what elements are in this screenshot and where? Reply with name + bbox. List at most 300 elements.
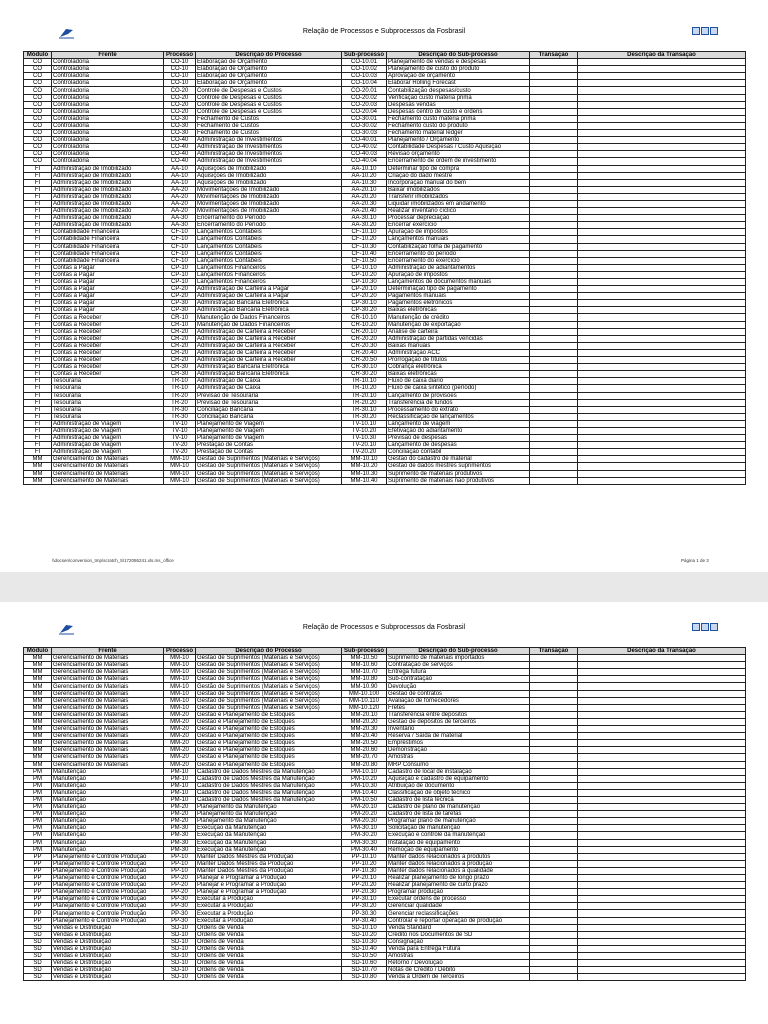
- cell-descricao-processo: Gestão de Suprimentos (Materiais e Serviços): [196, 456, 342, 463]
- cell-descricao-processo: Elaboração de Orçamento: [196, 59, 342, 66]
- cell-descricao-subprocesso: Reserva / Saída de material: [387, 733, 530, 740]
- cell-descricao-subprocesso: Cadastro de lista de tarefas: [387, 811, 530, 818]
- cell-transacao: [530, 896, 578, 903]
- cell-frente: Manutenção: [52, 818, 164, 825]
- cell-descricao-subprocesso: Gestão de depósitos de terceiros: [387, 718, 530, 725]
- table-header-row: [24, 52, 746, 59]
- table-row: [24, 59, 746, 66]
- cell-module: MM: [24, 655, 52, 662]
- cell-descricao-subprocesso: Empréstimos: [387, 740, 530, 747]
- cell-transacao: [530, 236, 578, 243]
- cell-subprocesso: CO-10.03: [342, 73, 387, 80]
- cell-processo: MM-20: [164, 726, 196, 733]
- cell-processo: CO-20: [164, 108, 196, 115]
- cell-frente: Controladoria: [52, 122, 164, 129]
- cell-descricao-subprocesso: Crédito nos Documentos de SD: [387, 931, 530, 938]
- cell-frente: Tesouraria: [52, 399, 164, 406]
- cell-frente: Manutenção: [52, 839, 164, 846]
- cell-descricao-processo: Controle de Despesas e Custos: [196, 87, 342, 94]
- cell-frente: Gerenciamento de Materiais: [52, 676, 164, 683]
- cell-descricao-subprocesso: Lançamento de despesas: [387, 442, 530, 449]
- cell-subprocesso: CP-20.20: [342, 293, 387, 300]
- cell-transacao: [530, 967, 578, 974]
- process-table: [23, 51, 746, 485]
- cell-transacao: [530, 101, 578, 108]
- cell-module: MM: [24, 669, 52, 676]
- table-row: [24, 662, 746, 669]
- cell-frente: Gerenciamento de Materiais: [52, 456, 164, 463]
- cell-descricao-subprocesso: Cadastro de plano de manutenção: [387, 804, 530, 811]
- cell-processo: CR-30: [164, 364, 196, 371]
- cell-subprocesso: MM-10.10: [342, 456, 387, 463]
- cell-processo: CO-30: [164, 130, 196, 137]
- cell-descricao-transacao: [578, 676, 746, 683]
- cell-frente: Manutenção: [52, 846, 164, 853]
- table-row: [24, 378, 746, 385]
- cell-module: PM: [24, 775, 52, 782]
- cell-transacao: [530, 94, 578, 101]
- cell-descricao-processo: Administração Bancária Eletrônica: [196, 364, 342, 371]
- cell-frente: Planejamento e Controle Produção: [52, 853, 164, 860]
- cell-subprocesso: TR-10.10: [342, 378, 387, 385]
- cell-transacao: [530, 151, 578, 158]
- cell-processo: MM-20: [164, 733, 196, 740]
- cell-frente: Controladoria: [52, 87, 164, 94]
- cell-descricao-subprocesso: Cobrança eletrônica: [387, 364, 530, 371]
- cell-subprocesso: CO-40.02: [342, 144, 387, 151]
- table-row: [24, 144, 746, 151]
- cell-transacao: [530, 733, 578, 740]
- cell-frente: Planejamento e Controle Produção: [52, 903, 164, 910]
- table-row: [24, 413, 746, 420]
- cell-processo: CO-40: [164, 144, 196, 151]
- table-row: [24, 151, 746, 158]
- cell-transacao: [530, 456, 578, 463]
- cell-module: SD: [24, 945, 52, 952]
- cell-descricao-subprocesso: Realizar planejamento de curto prazo: [387, 882, 530, 889]
- cell-descricao-transacao: [578, 87, 746, 94]
- cell-processo: PM-30: [164, 839, 196, 846]
- table-row: [24, 804, 746, 811]
- cell-descricao-processo: Movimentações de Imobilizado: [196, 193, 342, 200]
- cell-transacao: [530, 931, 578, 938]
- cell-descricao-subprocesso: Controlar e reportar operação de produção: [387, 917, 530, 924]
- cell-descricao-processo: Aquisições de Imobilizado: [196, 172, 342, 179]
- cell-frente: Gerenciamento de Materiais: [52, 690, 164, 697]
- cell-descricao-transacao: [578, 73, 746, 80]
- cell-module: FI: [24, 172, 52, 179]
- cell-descricao-subprocesso: Suprimento de materiais importados: [387, 655, 530, 662]
- cell-processo: MM-20: [164, 718, 196, 725]
- cell-descricao-subprocesso: Contabilização folha de pagamento: [387, 243, 530, 250]
- cell-descricao-transacao: [578, 179, 746, 186]
- cell-transacao: [530, 903, 578, 910]
- cell-subprocesso: SD-10.40: [342, 945, 387, 952]
- cell-module: SD: [24, 974, 52, 981]
- cell-subprocesso: CR-20.20: [342, 335, 387, 342]
- table-row: [24, 193, 746, 200]
- cell-descricao-subprocesso: Administração de partidas vencidas: [387, 335, 530, 342]
- cell-descricao-transacao: [578, 307, 746, 314]
- table-row: [24, 158, 746, 165]
- cell-processo: TR-30: [164, 413, 196, 420]
- cell-frente: Planejamento e Controle Produção: [52, 875, 164, 882]
- cell-descricao-processo: Manutenção de Dados Financeiros: [196, 321, 342, 328]
- cell-processo: CO-30: [164, 115, 196, 122]
- cell-descricao-transacao: [578, 243, 746, 250]
- cell-transacao: [530, 711, 578, 718]
- cell-descricao-transacao: [578, 846, 746, 853]
- cell-frente: Gerenciamento de Materiais: [52, 477, 164, 484]
- cell-module: PP: [24, 910, 52, 917]
- cell-processo: CF-10: [164, 257, 196, 264]
- table-row: [24, 655, 746, 662]
- cell-transacao: [530, 314, 578, 321]
- cell-subprocesso: PM-30.10: [342, 825, 387, 832]
- cell-processo: CO-10: [164, 59, 196, 66]
- cell-descricao-subprocesso: Apuração de impostos: [387, 229, 530, 236]
- cell-descricao-transacao: [578, 811, 746, 818]
- cell-descricao-subprocesso: Verificação custo matéria prima: [387, 94, 530, 101]
- cell-subprocesso: PP-30.40: [342, 917, 387, 924]
- cell-processo: PM-20: [164, 811, 196, 818]
- cell-subprocesso: CR-20.40: [342, 349, 387, 356]
- cell-descricao-processo: Administração de Investimentos: [196, 151, 342, 158]
- cell-processo: PP-20: [164, 889, 196, 896]
- cell-descricao-subprocesso: Lançamento de provisões: [387, 392, 530, 399]
- cell-frente: Contas a Pagar: [52, 271, 164, 278]
- cell-descricao-transacao: [578, 427, 746, 434]
- cell-subprocesso: PP-10.30: [342, 867, 387, 874]
- cell-frente: Planejamento e Controle Produção: [52, 867, 164, 874]
- cell-descricao-processo: Controle de Despesas e Custos: [196, 101, 342, 108]
- cell-descricao-transacao: [578, 186, 746, 193]
- cell-subprocesso: PM-10.10: [342, 768, 387, 775]
- cell-frente: Administração de Imobilizado: [52, 193, 164, 200]
- cell-descricao-processo: Administração de Investimentos: [196, 158, 342, 165]
- cell-subprocesso: MM-20.30: [342, 726, 387, 733]
- cell-descricao-subprocesso: Notas de Crédito / Débito: [387, 967, 530, 974]
- table-row: [24, 860, 746, 867]
- table-row: [24, 293, 746, 300]
- cell-transacao: [530, 938, 578, 945]
- cell-module: SD: [24, 924, 52, 931]
- cell-processo: AA-10: [164, 165, 196, 172]
- cell-processo: PP-10: [164, 867, 196, 874]
- table-row: [24, 832, 746, 839]
- cell-descricao-subprocesso: Gestão de dados mestres suprimentos: [387, 463, 530, 470]
- cell-processo: MM-10: [164, 690, 196, 697]
- cell-module: PP: [24, 875, 52, 882]
- cell-descricao-processo: Conciliação Bancária: [196, 406, 342, 413]
- cell-frente: Tesouraria: [52, 406, 164, 413]
- cell-descricao-transacao: [578, 314, 746, 321]
- cell-descricao-transacao: [578, 144, 746, 151]
- cell-subprocesso: SD-10.60: [342, 960, 387, 967]
- cell-module: MM: [24, 676, 52, 683]
- cell-frente: Contas a Receber: [52, 342, 164, 349]
- cell-module: FI: [24, 229, 52, 236]
- cell-descricao-subprocesso: Processar depreciação: [387, 215, 530, 222]
- table-row: [24, 392, 746, 399]
- cell-descricao-transacao: [578, 264, 746, 271]
- cell-descricao-transacao: [578, 740, 746, 747]
- cell-module: PM: [24, 839, 52, 846]
- cell-descricao-processo: Gestão de Suprimentos (Materiais e Serviços): [196, 470, 342, 477]
- cell-descricao-processo: Administração de Carteira a Pagar: [196, 286, 342, 293]
- table-row: [24, 80, 746, 87]
- table-row: [24, 137, 746, 144]
- cell-frente: Contas a Pagar: [52, 307, 164, 314]
- cell-descricao-processo: Executar a Produção: [196, 917, 342, 924]
- cell-transacao: [530, 839, 578, 846]
- cell-transacao: [530, 172, 578, 179]
- cell-descricao-transacao: [578, 271, 746, 278]
- cell-transacao: [530, 882, 578, 889]
- cell-subprocesso: MM-10.60: [342, 662, 387, 669]
- cell-subprocesso: AA-20.20: [342, 193, 387, 200]
- table-row: [24, 208, 746, 215]
- cell-processo: AA-20: [164, 200, 196, 207]
- cell-processo: CO-40: [164, 137, 196, 144]
- cell-subprocesso: MM-10.20: [342, 463, 387, 470]
- cell-frente: Gerenciamento de Materiais: [52, 754, 164, 761]
- table-row: [24, 931, 746, 938]
- cell-descricao-transacao: [578, 172, 746, 179]
- cell-module: FI: [24, 357, 52, 364]
- table-row: [24, 960, 746, 967]
- table-row: [24, 66, 746, 73]
- cell-descricao-subprocesso: Entrega futura: [387, 669, 530, 676]
- table-row: [24, 357, 746, 364]
- cell-descricao-transacao: [578, 286, 746, 293]
- cell-module: FI: [24, 449, 52, 456]
- cell-transacao: [530, 115, 578, 122]
- cell-processo: TV-20: [164, 449, 196, 456]
- cell-transacao: [530, 300, 578, 307]
- cell-frente: Controladoria: [52, 115, 164, 122]
- cell-frente: Contas a Pagar: [52, 279, 164, 286]
- cell-module: FI: [24, 236, 52, 243]
- cell-subprocesso: PP-10.20: [342, 860, 387, 867]
- cell-descricao-processo: Movimentações de Imobilizado: [196, 208, 342, 215]
- cell-processo: PM-20: [164, 804, 196, 811]
- cell-module: PP: [24, 867, 52, 874]
- table-row: [24, 718, 746, 725]
- cell-subprocesso: SD-10.10: [342, 924, 387, 931]
- cell-module: FI: [24, 406, 52, 413]
- cell-descricao-subprocesso: Planejamento de custo do produto: [387, 66, 530, 73]
- cell-descricao-processo: Manter Dados Mestres da Produção: [196, 867, 342, 874]
- cell-processo: SD-10: [164, 931, 196, 938]
- cell-transacao: [530, 726, 578, 733]
- cell-descricao-subprocesso: Gerenciar reclassificações: [387, 910, 530, 917]
- cell-descricao-processo: Executar a Produção: [196, 903, 342, 910]
- cell-descricao-subprocesso: Venda para Entrega Futura: [387, 945, 530, 952]
- cell-transacao: [530, 80, 578, 87]
- cell-transacao: [530, 775, 578, 782]
- cell-descricao-processo: Planejar e Programar a Produção: [196, 875, 342, 882]
- cell-processo: TR-10: [164, 385, 196, 392]
- cell-subprocesso: MM-20.20: [342, 718, 387, 725]
- cell-processo: CR-20: [164, 335, 196, 342]
- cell-descricao-subprocesso: Determinação tipo de pagamento: [387, 286, 530, 293]
- cell-frente: Contabilidade Financeira: [52, 257, 164, 264]
- cell-subprocesso: CR-20.50: [342, 357, 387, 364]
- cell-subprocesso: CO-10.04: [342, 80, 387, 87]
- cell-module: MM: [24, 704, 52, 711]
- table-row: [24, 122, 746, 129]
- cell-descricao-processo: Administração de Caixa: [196, 378, 342, 385]
- cell-descricao-transacao: [578, 406, 746, 413]
- table-row: [24, 818, 746, 825]
- cell-subprocesso: AA-30.20: [342, 222, 387, 229]
- cell-module: FI: [24, 435, 52, 442]
- table-row: [24, 328, 746, 335]
- cell-descricao-transacao: [578, 931, 746, 938]
- cell-descricao-transacao: [578, 867, 746, 874]
- cell-descricao-transacao: [578, 279, 746, 286]
- cell-frente: Gerenciamento de Materiais: [52, 470, 164, 477]
- cell-processo: CF-10: [164, 243, 196, 250]
- cell-module: MM: [24, 662, 52, 669]
- cell-module: PM: [24, 789, 52, 796]
- cell-processo: CO-20: [164, 101, 196, 108]
- cell-descricao-transacao: [578, 470, 746, 477]
- cell-processo: MM-10: [164, 477, 196, 484]
- cell-descricao-subprocesso: Encerramento do exercício: [387, 257, 530, 264]
- cell-processo: TV-20: [164, 442, 196, 449]
- cell-descricao-subprocesso: Prorrogação de títulos: [387, 357, 530, 364]
- cell-descricao-processo: Cadastro de Dados Mestres da Manutenção: [196, 775, 342, 782]
- cell-processo: SD-10: [164, 967, 196, 974]
- cell-subprocesso: CO-30.03: [342, 130, 387, 137]
- cell-transacao: [530, 945, 578, 952]
- cell-processo: CF-10: [164, 236, 196, 243]
- cell-module: FI: [24, 257, 52, 264]
- cell-descricao-transacao: [578, 804, 746, 811]
- cell-transacao: [530, 747, 578, 754]
- cell-processo: MM-20: [164, 711, 196, 718]
- cell-descricao-processo: Gestão e Planejamento de Estoques: [196, 761, 342, 768]
- cell-frente: Gerenciamento de Materiais: [52, 704, 164, 711]
- cell-subprocesso: MM-20.60: [342, 747, 387, 754]
- cell-transacao: [530, 243, 578, 250]
- cell-processo: AA-10: [164, 172, 196, 179]
- cell-processo: CP-20: [164, 286, 196, 293]
- cell-descricao-processo: Administração Bancária Eletrônica: [196, 371, 342, 378]
- cell-frente: Administração de Imobilizado: [52, 222, 164, 229]
- cell-transacao: [530, 889, 578, 896]
- cell-transacao: [530, 690, 578, 697]
- cell-descricao-processo: Cadastro de Dados Mestres da Manutenção: [196, 796, 342, 803]
- cell-descricao-transacao: [578, 115, 746, 122]
- cell-transacao: [530, 704, 578, 711]
- cell-transacao: [530, 271, 578, 278]
- table-row: [24, 427, 746, 434]
- cell-subprocesso: TV-20.10: [342, 442, 387, 449]
- cell-descricao-transacao: [578, 910, 746, 917]
- cell-transacao: [530, 342, 578, 349]
- cell-descricao-transacao: [578, 364, 746, 371]
- cell-module: MM: [24, 456, 52, 463]
- cell-transacao: [530, 740, 578, 747]
- cell-descricao-transacao: [578, 215, 746, 222]
- table-row: [24, 420, 746, 427]
- table-row: [24, 470, 746, 477]
- cell-frente: Contas a Receber: [52, 335, 164, 342]
- cell-descricao-processo: Gestão de Suprimentos (Materiais e Serviços): [196, 697, 342, 704]
- cell-processo: MM-10: [164, 470, 196, 477]
- cell-processo: SD-10: [164, 945, 196, 952]
- cell-descricao-transacao: [578, 229, 746, 236]
- cell-descricao-subprocesso: Instalação de equipamento: [387, 839, 530, 846]
- cell-transacao: [530, 73, 578, 80]
- cell-processo: PM-30: [164, 825, 196, 832]
- cell-descricao-subprocesso: Revisão orçamento: [387, 151, 530, 158]
- table-row: [24, 967, 746, 974]
- table-row: [24, 761, 746, 768]
- cell-transacao: [530, 860, 578, 867]
- cell-transacao: [530, 378, 578, 385]
- cell-frente: Tesouraria: [52, 392, 164, 399]
- cell-module: FI: [24, 271, 52, 278]
- cell-subprocesso: MM-10.70: [342, 669, 387, 676]
- cell-descricao-subprocesso: Inventário: [387, 726, 530, 733]
- cell-module: SD: [24, 967, 52, 974]
- cell-frente: Gerenciamento de Materiais: [52, 655, 164, 662]
- cell-descricao-processo: Aquisições de Imobilizado: [196, 179, 342, 186]
- cell-descricao-processo: Gestão de Suprimentos (Materiais e Serviços): [196, 669, 342, 676]
- cell-descricao-transacao: [578, 796, 746, 803]
- cell-subprocesso: CR-30.10: [342, 364, 387, 371]
- cell-descricao-processo: Lançamentos Contábeis: [196, 250, 342, 257]
- cell-subprocesso: CP-30.20: [342, 307, 387, 314]
- cell-frente: Controladoria: [52, 151, 164, 158]
- cell-subprocesso: PM-20.20: [342, 811, 387, 818]
- cell-descricao-subprocesso: Venda à Ordem de Terceiros: [387, 974, 530, 981]
- cell-subprocesso: CR-20.30: [342, 342, 387, 349]
- cell-processo: CO-20: [164, 87, 196, 94]
- cell-module: CO: [24, 144, 52, 151]
- cell-descricao-processo: Planejamento da Manutenção: [196, 818, 342, 825]
- cell-descricao-transacao: [578, 697, 746, 704]
- cell-descricao-processo: Execução da Manutenção: [196, 832, 342, 839]
- grid-icon: [692, 27, 700, 35]
- cell-processo: CO-30: [164, 122, 196, 129]
- cell-descricao-subprocesso: Despesas vendas: [387, 101, 530, 108]
- cell-subprocesso: CR-10.20: [342, 321, 387, 328]
- table-row: [24, 442, 746, 449]
- cell-descricao-transacao: [578, 122, 746, 129]
- cell-transacao: [530, 229, 578, 236]
- cell-subprocesso: AA-10.20: [342, 172, 387, 179]
- cell-frente: Contas a Receber: [52, 357, 164, 364]
- cell-frente: Controladoria: [52, 137, 164, 144]
- table-row: [24, 875, 746, 882]
- cell-descricao-processo: Administração Bancária Eletrônica: [196, 300, 342, 307]
- table-row: [24, 945, 746, 952]
- cell-transacao: [530, 420, 578, 427]
- cell-frente: Gerenciamento de Materiais: [52, 740, 164, 747]
- cell-descricao-transacao: [578, 669, 746, 676]
- column-header-subprocesso: Sub-processo: [342, 648, 387, 655]
- cell-descricao-subprocesso: Retorno / Devolução: [387, 960, 530, 967]
- cell-descricao-transacao: [578, 193, 746, 200]
- table-row: [24, 910, 746, 917]
- cell-descricao-transacao: [578, 853, 746, 860]
- cell-frente: Vendas e Distribuição: [52, 931, 164, 938]
